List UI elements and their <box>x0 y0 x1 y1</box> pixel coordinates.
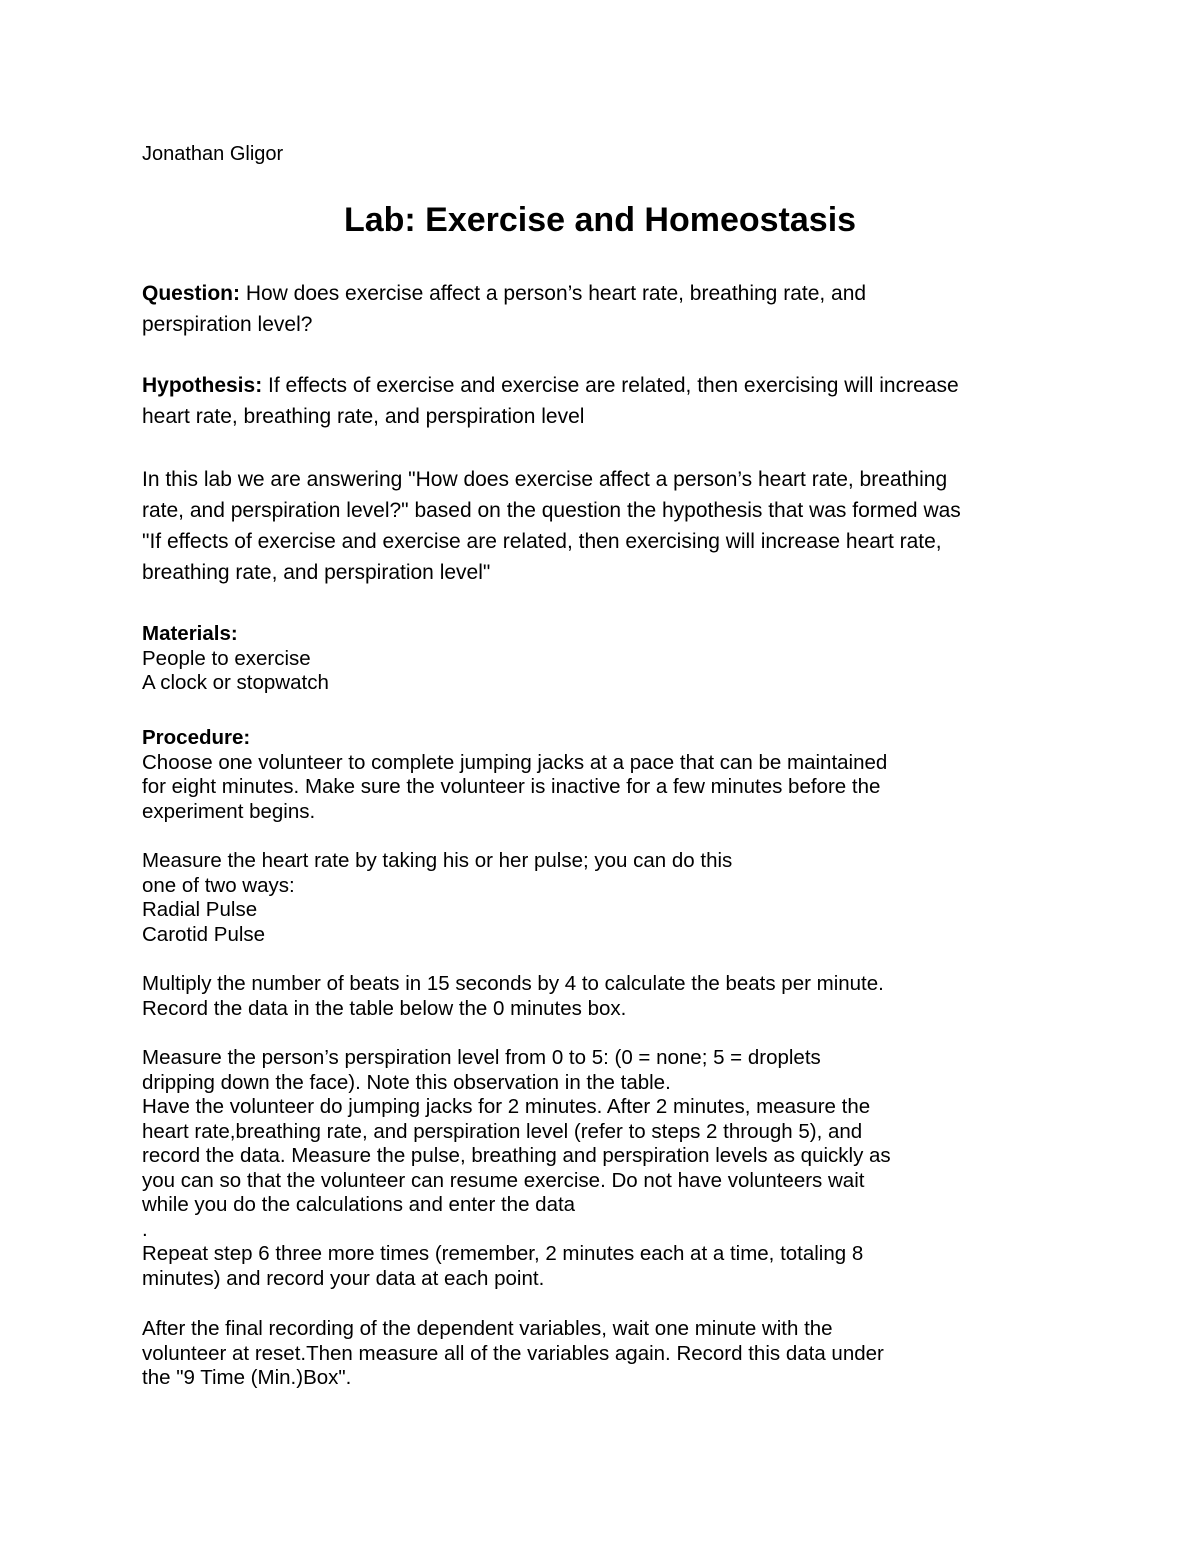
procedure-line: heart rate,breathing rate, and perspiration level (refer to steps 2 through 5), and <box>142 1119 863 1143</box>
procedure-line: Carotid Pulse <box>142 922 266 946</box>
question-label: Question: <box>142 282 240 305</box>
procedure-line: Choose one volunteer to complete jumping jacks at a pace that can be maintained <box>142 750 888 774</box>
procedure-line: Radial Pulse <box>142 898 258 921</box>
intro-line: breathing rate, and perspiration level" <box>142 561 491 584</box>
procedure-line: Measure the person’s perspiration level from 0 to 5: (0 = none; 5 = droplets <box>142 1046 821 1069</box>
page-title: Lab: Exercise and Homeostasis <box>343 201 857 239</box>
procedure-label: Procedure: <box>142 726 251 749</box>
procedure-line: record the data. Measure the pulse, breathing and perspiration levels as quickly as <box>142 1144 891 1167</box>
procedure-line: Have the volunteer do jumping jacks for 2 minutes. After 2 minutes, measure the <box>142 1095 871 1118</box>
procedure-line: . <box>142 1217 148 1241</box>
intro-paragraph <box>142 464 1072 588</box>
question-text-line-1: How does exercise affect a person’s heart rate, breathing rate, and <box>240 282 867 305</box>
procedure-line: one of two ways: <box>142 873 295 897</box>
procedure-line: Repeat step 6 three more times (remember, 2 minutes each at a time, totaling 8 <box>142 1242 864 1265</box>
materials-label: Materials: <box>142 622 238 645</box>
intro-line: In this lab we are answering "How does exercise affect a person’s heart rate, breathing <box>142 468 948 491</box>
procedure-perspiration-paragraph <box>142 1046 1042 1291</box>
procedure-line: Record the data in the table below the 0 minutes box. <box>142 996 627 1020</box>
intro-line: "If effects of exercise and exercise are related, then exercising will increase heart rate, <box>142 530 942 553</box>
materials-item: A clock or stopwatch <box>142 671 329 694</box>
materials-item: People to exercise <box>142 646 311 670</box>
procedure-line: minutes) and record your data at each point. <box>142 1266 545 1290</box>
question-text-line-2: perspiration level? <box>142 313 313 336</box>
procedure-line: Multiply the number of beats in 15 seconds by 4 to calculate the beats per minute. <box>142 972 884 995</box>
procedure-line: the "9 Time (Min.)Box". <box>142 1366 352 1389</box>
procedure-line: for eight minutes. Make sure the volunteer is inactive for a few minutes before the <box>142 775 881 798</box>
materials-section <box>142 622 1042 696</box>
procedure-pulse-paragraph <box>142 849 1042 947</box>
hypothesis-section <box>142 370 1072 432</box>
procedure-line: volunteer at reset.Then measure all of the variables again. Record this data under <box>142 1341 884 1365</box>
hypothesis-text-line-2: heart rate, breathing rate, and perspiration level <box>142 405 585 428</box>
intro-line: rate, and perspiration level?" based on the question the hypothesis that was formed was <box>142 499 961 522</box>
procedure-multiply-paragraph <box>142 972 1042 1021</box>
procedure-line: dripping down the face). Note this observation in the table. <box>142 1070 671 1094</box>
hypothesis-label: Hypothesis: <box>142 374 263 397</box>
author-name: Jonathan Gligor <box>142 143 284 165</box>
procedure-line: experiment begins. <box>142 799 316 823</box>
hypothesis-text-line-1: If effects of exercise and exercise are related, then exercising will increase <box>262 374 959 397</box>
procedure-line: Measure the heart rate by taking his or her pulse; you can do this <box>142 849 733 872</box>
question-section <box>142 278 1072 340</box>
procedure-line: After the final recording of the dependent variables, wait one minute with the <box>142 1317 833 1340</box>
procedure-section <box>142 726 1042 824</box>
procedure-final-paragraph <box>142 1317 1042 1391</box>
procedure-line: you can so that the volunteer can resume exercise. Do not have volunteers wait <box>142 1168 865 1192</box>
procedure-line: while you do the calculations and enter the data <box>142 1193 576 1216</box>
